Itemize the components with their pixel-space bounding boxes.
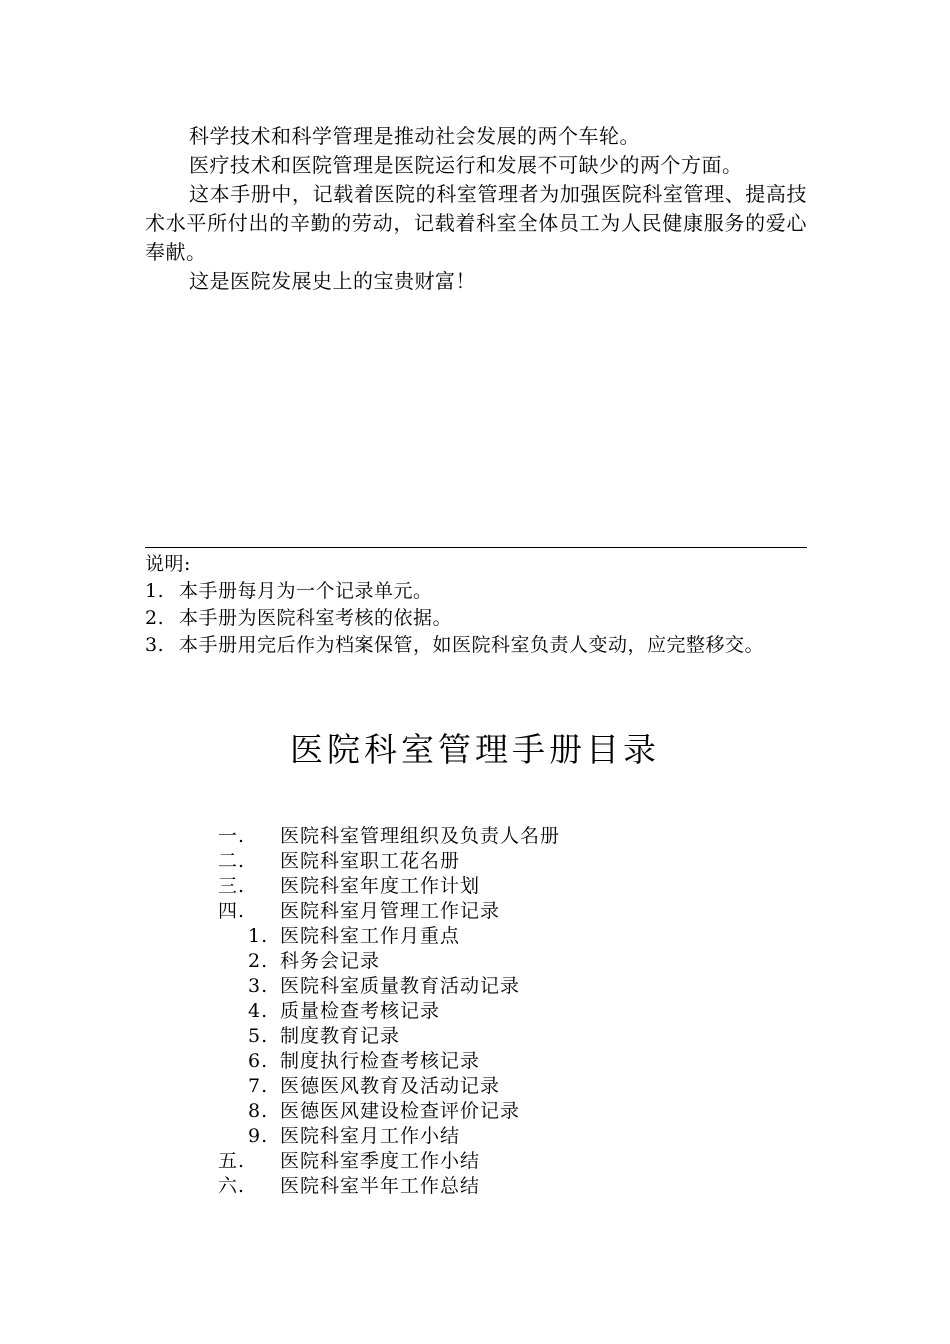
note-item — [145, 605, 807, 632]
toc-subitem — [218, 999, 818, 1024]
toc-title: 医院科室管理手册目录 — [290, 730, 660, 769]
toc-label: 医院科室质量教育活动记录 — [280, 975, 521, 997]
note-item — [145, 578, 807, 605]
toc-label: 医院科室工作月重点 — [280, 925, 461, 947]
toc-subitem — [218, 1024, 818, 1049]
toc-marker: 4. — [248, 1000, 269, 1022]
toc-label: 制度执行检查考核记录 — [280, 1050, 481, 1072]
toc-marker: 1. — [248, 925, 269, 947]
toc-label: 医院科室年度工作计划 — [280, 875, 481, 897]
toc-list — [218, 824, 818, 1199]
toc-item — [218, 849, 818, 874]
intro-section — [145, 122, 807, 296]
toc-subitem — [218, 1099, 818, 1124]
toc-label: 制度教育记录 — [280, 1025, 401, 1047]
toc-marker: 一. — [218, 825, 246, 847]
note-number: 1. — [145, 580, 165, 602]
toc-label: 医德医风教育及活动记录 — [280, 1075, 501, 1097]
toc-item — [218, 899, 818, 924]
intro-paragraph: 这是医院发展史上的宝贵财富！ — [189, 269, 476, 293]
toc-subitem — [218, 949, 818, 974]
toc-label: 质量检查考核记录 — [280, 1000, 441, 1022]
toc-label: 医德医风建设检查评价记录 — [280, 1100, 521, 1122]
toc-item — [218, 824, 818, 849]
notes-title: 说明: — [145, 553, 191, 575]
toc-item — [218, 874, 818, 899]
toc-marker: 5. — [248, 1025, 269, 1047]
notes-list — [145, 578, 807, 659]
toc-marker: 8. — [248, 1100, 269, 1122]
note-text: 本手册为医院科室考核的依据。 — [179, 607, 453, 629]
toc-label: 科务会记录 — [280, 950, 381, 972]
toc-subitem — [218, 974, 818, 999]
toc-marker: 五. — [218, 1150, 246, 1172]
toc-subitem — [218, 1124, 818, 1149]
toc-item — [218, 1174, 818, 1199]
toc-subitem — [218, 1049, 818, 1074]
toc-marker: 二. — [218, 850, 246, 872]
note-text: 本手册每月为一个记录单元。 — [179, 580, 433, 602]
section-divider — [145, 547, 807, 548]
notes-section — [145, 551, 807, 659]
toc-label: 医院科室职工花名册 — [280, 850, 461, 872]
toc-marker: 三. — [218, 875, 246, 897]
toc-item — [218, 1149, 818, 1174]
toc-subitem — [218, 924, 818, 949]
toc-marker: 2. — [248, 950, 269, 972]
toc-marker: 6. — [248, 1050, 269, 1072]
toc-marker: 7. — [248, 1075, 269, 1097]
toc-label: 医院科室管理组织及负责人名册 — [280, 825, 561, 847]
note-item — [145, 632, 807, 659]
note-number: 2. — [145, 607, 165, 629]
toc-marker: 3. — [248, 975, 269, 997]
intro-paragraph: 科学技术和科学管理是推动社会发展的两个车轮。 — [189, 124, 640, 148]
intro-paragraph: 这本手册中，记载着医院的科室管理者为加强医院科室管理、提高技术水平所付出的辛勤的劳动，记载着科室全体员工为人民健康服务的爱心奉献。 — [145, 182, 807, 264]
toc-label: 医院科室季度工作小结 — [280, 1150, 481, 1172]
toc-marker: 六. — [218, 1175, 246, 1197]
toc-label: 医院科室月工作小结 — [280, 1125, 461, 1147]
toc-marker: 四. — [218, 900, 246, 922]
toc-label: 医院科室半年工作总结 — [280, 1175, 481, 1197]
toc-subitem — [218, 1074, 818, 1099]
toc-label: 医院科室月管理工作记录 — [280, 900, 501, 922]
intro-paragraph: 医疗技术和医院管理是医院运行和发展不可缺少的两个方面。 — [189, 153, 743, 177]
note-text: 本手册用完后作为档案保管，如医院科室负责人变动，应完整移交。 — [179, 634, 765, 656]
note-number: 3. — [145, 634, 165, 656]
toc-marker: 9. — [248, 1125, 269, 1147]
